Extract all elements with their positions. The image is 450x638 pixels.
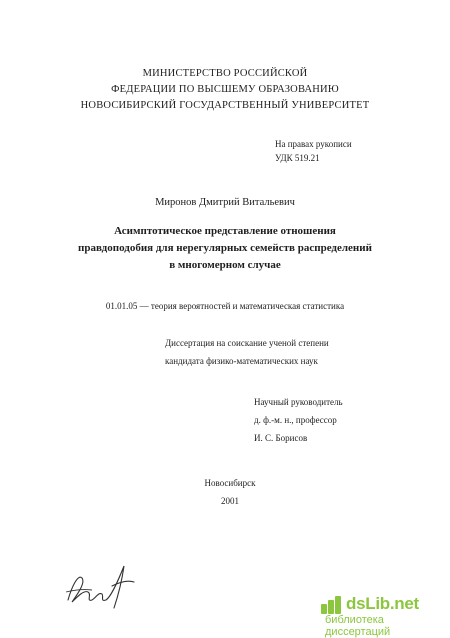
supervisor-name: И. С. Борисов <box>254 433 308 443</box>
supervisor-label: Научный руководитель <box>254 397 343 407</box>
city: Новосибирск <box>204 478 256 488</box>
degree-line-1: Диссертация на соискание ученой степени <box>165 338 329 348</box>
dissertation-title <box>0 223 450 274</box>
rights-note: На правах рукописи <box>275 139 352 149</box>
supervisor-degree: д. ф.-м. н., профессор <box>254 415 337 425</box>
handwritten-signature <box>62 556 142 612</box>
rights-block <box>275 137 352 165</box>
ministry-line-2: ФЕДЕРАЦИИ ПО ВЫСШЕМУ ОБРАЗОВАНИЮ <box>111 84 339 95</box>
title-line-3: в многомерном случае <box>169 259 281 271</box>
dslib-logo-icon <box>320 595 342 615</box>
title-line-1: Асимптотическое представление отношения <box>114 225 336 237</box>
udc-code: УДК 519.21 <box>275 153 320 163</box>
ministry-header <box>0 66 450 114</box>
watermark-subtitle: библиотека диссертаций <box>325 614 391 638</box>
degree-line-2: кандидата физико-математических наук <box>165 356 318 366</box>
degree-block <box>165 334 329 370</box>
ministry-line-3: НОВОСИБИРСКИЙ ГОСУДАРСТВЕННЫЙ УНИВЕРСИТЕТ <box>80 100 370 111</box>
author-name: Миронов Дмитрий Витальевич <box>155 197 295 208</box>
supervisor-block <box>254 393 343 447</box>
title-line-2: правдоподобия для нерегулярных семейств распределений <box>78 242 372 254</box>
specialty-code: 01.01.05 — теория вероятностей и математическая статистика <box>105 301 345 311</box>
year: 2001 <box>221 496 239 506</box>
watermark-brand: dsLib.net <box>346 594 419 613</box>
ministry-line-1: МИНИСТЕРСТВО РОССИЙСКОЙ <box>142 68 308 79</box>
place-year-block <box>0 474 450 510</box>
